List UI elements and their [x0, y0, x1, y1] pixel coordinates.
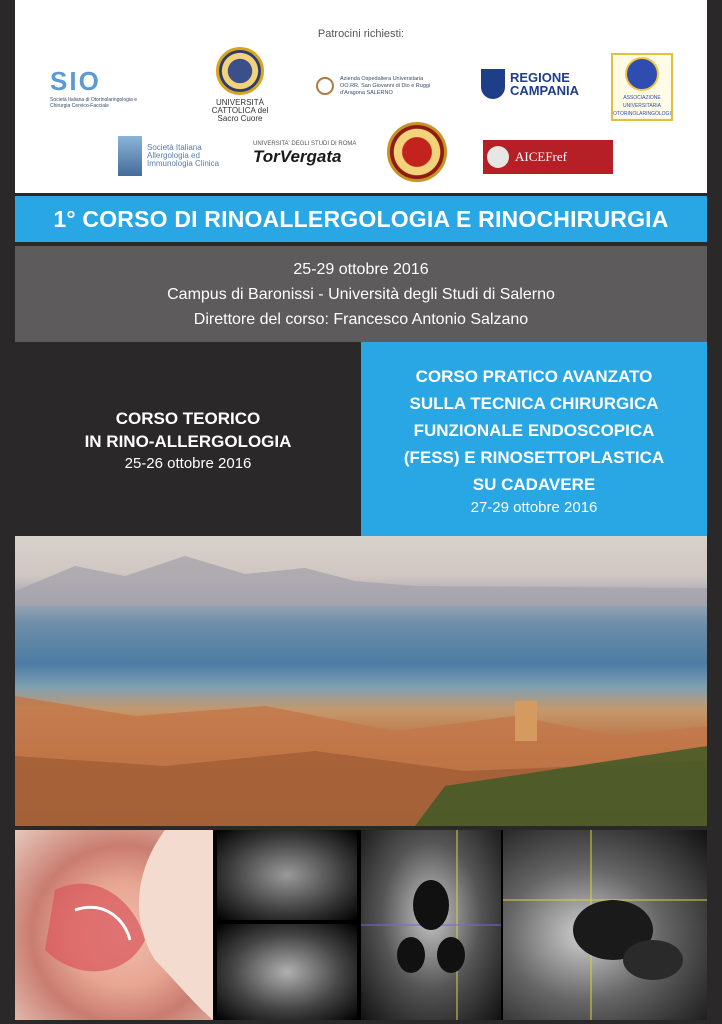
nasal-anatomy-illustration [15, 830, 213, 1020]
sponsor-band [15, 0, 707, 193]
medical-scans-strip [15, 830, 707, 1020]
siaaic-text: Società Italiana Allergologia ed Immunologia Clinica [147, 142, 220, 168]
event-venue: Campus di Baronissi - Università degli Studi di Salerno [167, 285, 555, 303]
sio-text: Società Italiana di Otorinolaringologia e Chirurgia Cervico-Facciale [50, 97, 137, 109]
azienda-logo [313, 66, 443, 106]
event-dates: 25-29 ottobre 2016 [293, 260, 429, 278]
aicef-name: AICEFref [515, 149, 567, 164]
campania-line1: REGIONE [509, 70, 570, 85]
page-title: 1° CORSO DI RINOALLERGOLOGIA E RINOCHIRURGIA [53, 205, 669, 232]
azienda-icon [316, 77, 334, 95]
sponsors-heading: Patrocini richiesti: [317, 28, 405, 40]
assoc-emblem-icon [625, 57, 659, 91]
aicef-logo [483, 140, 613, 174]
salerno-seal-icon [387, 122, 447, 182]
title-band [15, 196, 707, 242]
course-theory-line1: CORSO TEORICO [115, 408, 261, 428]
info-band [15, 246, 707, 342]
torvergata-logo [253, 138, 363, 170]
ct-scan-sagittal [217, 830, 357, 920]
assoc-otorino-logo [611, 53, 673, 121]
regione-campania-logo [475, 64, 585, 104]
course-director: Direttore del corso: Francesco Antonio Salzano [193, 310, 529, 328]
campania-line2: CAMPANIA [509, 83, 580, 98]
course-theory-line2: IN RINO-ALLERGOLOGIA [84, 431, 292, 451]
course-practical-line5: SU CADAVERE [472, 474, 596, 494]
sio-logo [40, 60, 150, 115]
sio-mark: SIO [50, 66, 101, 96]
course-theory-dates: 25-26 ottobre 2016 [124, 454, 252, 472]
cattolica-text: UNIVERSITÀ CATTOLICA del Sacro Cuore [211, 98, 269, 123]
siaaic-logo [115, 128, 225, 183]
torvergata-small: UNIVERSITA' DEGLI STUDI DI ROMA [253, 141, 357, 147]
ct-scan-coronal [361, 830, 501, 1020]
salerno-seal-logo [385, 120, 449, 184]
mountains-shape [15, 546, 707, 606]
course-theory-panel [15, 342, 361, 536]
ct-scan-axial [217, 924, 357, 1020]
assoc-text: ASSOCIAZIONE UNIVERSITARIA OTORINOLARINGOLOGI [613, 94, 671, 117]
cattolica-seal-icon [216, 47, 264, 95]
aicef-emblem-icon [487, 146, 509, 168]
town-shape [15, 676, 707, 826]
course-practical-line4: (FESS) E RINOSETTOPLASTICA [403, 447, 665, 467]
campania-shield-icon [481, 69, 505, 99]
course-practical-panel [361, 342, 707, 536]
torvergata-name: TorVergata [253, 147, 342, 166]
azienda-text: Azienda Ospedaliera Universitaria OO.RR. San Giovanni di Dio e Ruggi d'Aragona SALERNO [340, 75, 431, 96]
salerno-landscape-photo [15, 536, 707, 826]
course-practical-dates: 27-29 ottobre 2016 [470, 498, 598, 516]
course-practical-line3: FUNZIONALE ENDOSCOPICA [413, 420, 655, 440]
course-practical-line2: SULLA TECNICA CHIRURGICA [409, 393, 659, 413]
siaaic-icon [118, 136, 142, 176]
course-practical-line1: CORSO PRATICO AVANZATO [415, 366, 653, 386]
ct-scan-sagittal-large [503, 830, 707, 1020]
cattolica-logo [205, 45, 275, 125]
